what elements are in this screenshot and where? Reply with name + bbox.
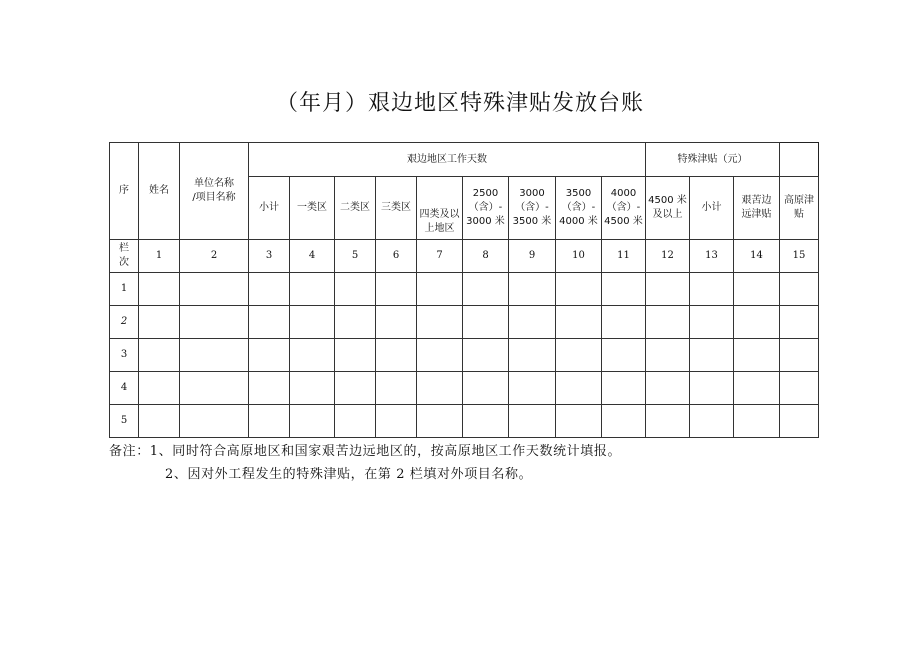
table-cell[interactable] xyxy=(376,273,417,306)
table-cell[interactable] xyxy=(646,339,690,372)
table-row xyxy=(110,306,819,339)
table-cell[interactable] xyxy=(290,339,335,372)
table-cell[interactable] xyxy=(780,306,819,339)
table-cell[interactable] xyxy=(690,339,734,372)
header-hardship-line2: 远津贴 xyxy=(741,209,772,220)
header-class4-line2: 上地区 xyxy=(424,223,455,234)
column-number: 9 xyxy=(509,240,556,273)
column-number: 4 xyxy=(290,240,335,273)
table-cell[interactable] xyxy=(734,405,780,438)
table-cell[interactable] xyxy=(180,372,249,405)
header-allowance-group: 特殊津贴（元） xyxy=(646,143,780,177)
table-cell[interactable] xyxy=(556,273,602,306)
table-cell[interactable] xyxy=(556,339,602,372)
header-name: 姓名 xyxy=(139,143,180,240)
table-cell[interactable] xyxy=(139,306,180,339)
header-alt-2500-line3: 3000 米 xyxy=(466,216,505,227)
table-cell[interactable] xyxy=(734,273,780,306)
table-cell[interactable] xyxy=(734,339,780,372)
header-class4-line1: 四类及以 xyxy=(419,209,460,220)
table-row xyxy=(110,372,819,405)
table-cell[interactable] xyxy=(180,405,249,438)
header-hardship-line1: 艰苦边 xyxy=(741,195,772,206)
header-lanci-line2: 次 xyxy=(119,257,129,268)
table-cell[interactable] xyxy=(139,372,180,405)
header-workdays-group: 艰边地区工作天数 xyxy=(249,143,646,177)
table-cell[interactable] xyxy=(690,273,734,306)
table-cell[interactable] xyxy=(646,405,690,438)
table-cell[interactable] xyxy=(290,405,335,438)
table-cell[interactable] xyxy=(335,405,376,438)
table-cell[interactable] xyxy=(509,306,556,339)
table-cell[interactable] xyxy=(180,273,249,306)
table-cell[interactable] xyxy=(509,405,556,438)
header-alt-2500 xyxy=(463,177,509,240)
table-cell[interactable] xyxy=(556,405,602,438)
table-cell[interactable] xyxy=(646,372,690,405)
header-seq: 序 xyxy=(110,143,139,240)
header-class1: 一类区 xyxy=(290,177,335,240)
header-class4 xyxy=(417,177,463,240)
table-cell[interactable] xyxy=(556,306,602,339)
table-cell[interactable] xyxy=(335,339,376,372)
table-cell[interactable] xyxy=(509,273,556,306)
table-cell[interactable] xyxy=(249,306,290,339)
row-number: 5 xyxy=(110,405,139,438)
table-cell[interactable] xyxy=(249,372,290,405)
table-cell[interactable] xyxy=(602,405,646,438)
table-cell[interactable] xyxy=(463,306,509,339)
row-number: 1 xyxy=(110,273,139,306)
table-cell[interactable] xyxy=(290,372,335,405)
table-cell[interactable] xyxy=(602,306,646,339)
column-number: 1 xyxy=(139,240,180,273)
notes xyxy=(109,440,829,486)
table-cell[interactable] xyxy=(335,306,376,339)
header-lanci-line1: 栏 xyxy=(119,243,129,254)
table-cell[interactable] xyxy=(780,339,819,372)
page-title: （年月）艰边地区特殊津贴发放台账 xyxy=(275,91,644,116)
table-cell[interactable] xyxy=(376,372,417,405)
header-plateau-line2: 贴 xyxy=(794,209,805,220)
header-alt-4000-line3: 4500 米 xyxy=(604,216,643,227)
table-cell[interactable] xyxy=(602,339,646,372)
table-cell[interactable] xyxy=(139,339,180,372)
table-row xyxy=(110,405,819,438)
column-number: 12 xyxy=(646,240,690,273)
table-cell[interactable] xyxy=(417,405,463,438)
table-cell[interactable] xyxy=(780,405,819,438)
header-alt-2500-line2: （含）- xyxy=(468,202,503,213)
table-cell[interactable] xyxy=(417,339,463,372)
header-alt-3000-line3: 3500 米 xyxy=(512,216,552,227)
table-cell[interactable] xyxy=(290,273,335,306)
header-class3: 三类区 xyxy=(376,177,417,240)
table-cell[interactable] xyxy=(690,405,734,438)
header-alt-4000-line2: （含）- xyxy=(606,202,641,213)
table-cell[interactable] xyxy=(463,339,509,372)
table-cell[interactable] xyxy=(734,372,780,405)
table-cell[interactable] xyxy=(463,372,509,405)
table-cell[interactable] xyxy=(180,339,249,372)
table-cell[interactable] xyxy=(180,306,249,339)
header-allowance-subtotal: 小计 xyxy=(690,177,734,240)
header-alt-3000-line2: （含）- xyxy=(515,202,549,213)
header-alt-2500-line1: 2500 xyxy=(472,188,499,199)
allowance-ledger-table xyxy=(109,142,819,438)
table-row xyxy=(110,273,819,306)
header-alt-4500-line1: 4500 米 xyxy=(648,195,687,206)
column-number: 5 xyxy=(335,240,376,273)
table-cell[interactable] xyxy=(690,372,734,405)
table-cell[interactable] xyxy=(646,273,690,306)
data-rows xyxy=(110,273,819,438)
table-cell[interactable] xyxy=(780,372,819,405)
column-number: 15 xyxy=(780,240,819,273)
table-cell[interactable] xyxy=(556,372,602,405)
table-row xyxy=(110,339,819,372)
header-alt-3000 xyxy=(509,177,556,240)
column-number: 10 xyxy=(556,240,602,273)
table-cell[interactable] xyxy=(463,273,509,306)
column-number: 13 xyxy=(690,240,734,273)
table-cell[interactable] xyxy=(417,306,463,339)
table-cell[interactable] xyxy=(139,273,180,306)
table-cell[interactable] xyxy=(602,372,646,405)
table-cell[interactable] xyxy=(290,306,335,339)
note-line-2: 2、因对外工程发生的特殊津贴，在第 2 栏填对外项目名称。 xyxy=(165,467,533,482)
column-number: 7 xyxy=(417,240,463,273)
header-lanci xyxy=(110,240,139,273)
header-alt-3500-line2: （含）- xyxy=(561,202,596,213)
table-cell[interactable] xyxy=(417,372,463,405)
table-cell[interactable] xyxy=(376,306,417,339)
note-line-1: 备注：1、同时符合高原地区和国家艰苦边远地区的，按高原地区工作天数统计填报。 xyxy=(109,444,622,459)
table-cell[interactable] xyxy=(646,306,690,339)
row-number: 3 xyxy=(110,339,139,372)
table-cell[interactable] xyxy=(249,273,290,306)
column-number-row xyxy=(110,240,819,273)
header-alt-3500-line3: 4000 米 xyxy=(559,216,598,227)
table-cell[interactable] xyxy=(139,405,180,438)
table-cell[interactable] xyxy=(376,405,417,438)
table-cell[interactable] xyxy=(509,339,556,372)
header-plateau-line1: 高原津 xyxy=(784,195,815,206)
table-cell[interactable] xyxy=(602,273,646,306)
header-unit-line2: /项目名称 xyxy=(192,192,236,203)
row-number: 2 xyxy=(110,306,139,339)
table-cell[interactable] xyxy=(376,339,417,372)
header-unit-line1: 单位名称 xyxy=(194,178,234,189)
header-unit xyxy=(180,143,249,240)
header-plateau-allowance xyxy=(780,177,819,240)
header-alt-3500-line1: 3500 xyxy=(565,188,592,199)
table-cell[interactable] xyxy=(335,372,376,405)
table-cell[interactable] xyxy=(249,405,290,438)
header-alt-4500-line2: 及以上 xyxy=(652,209,683,220)
header-alt-4000-line1: 4000 xyxy=(610,188,637,199)
header-alt-3500 xyxy=(556,177,602,240)
header-alt-4500 xyxy=(646,177,690,240)
column-number: 2 xyxy=(180,240,249,273)
column-number: 14 xyxy=(734,240,780,273)
table-cell[interactable] xyxy=(734,306,780,339)
header-alt-3000-line1: 3000 xyxy=(519,188,545,199)
table-cell[interactable] xyxy=(335,273,376,306)
column-number: 11 xyxy=(602,240,646,273)
column-number: 8 xyxy=(463,240,509,273)
table-cell[interactable] xyxy=(249,339,290,372)
header-class2: 二类区 xyxy=(335,177,376,240)
table-cell[interactable] xyxy=(463,405,509,438)
header-hardship-allowance xyxy=(734,177,780,240)
column-number: 6 xyxy=(376,240,417,273)
table-cell[interactable] xyxy=(417,273,463,306)
table-cell[interactable] xyxy=(509,372,556,405)
row-number: 4 xyxy=(110,372,139,405)
table-cell[interactable] xyxy=(690,306,734,339)
column-number: 3 xyxy=(249,240,290,273)
table-cell[interactable] xyxy=(780,273,819,306)
header-subtotal: 小计 xyxy=(249,177,290,240)
header-alt-4000 xyxy=(602,177,646,240)
